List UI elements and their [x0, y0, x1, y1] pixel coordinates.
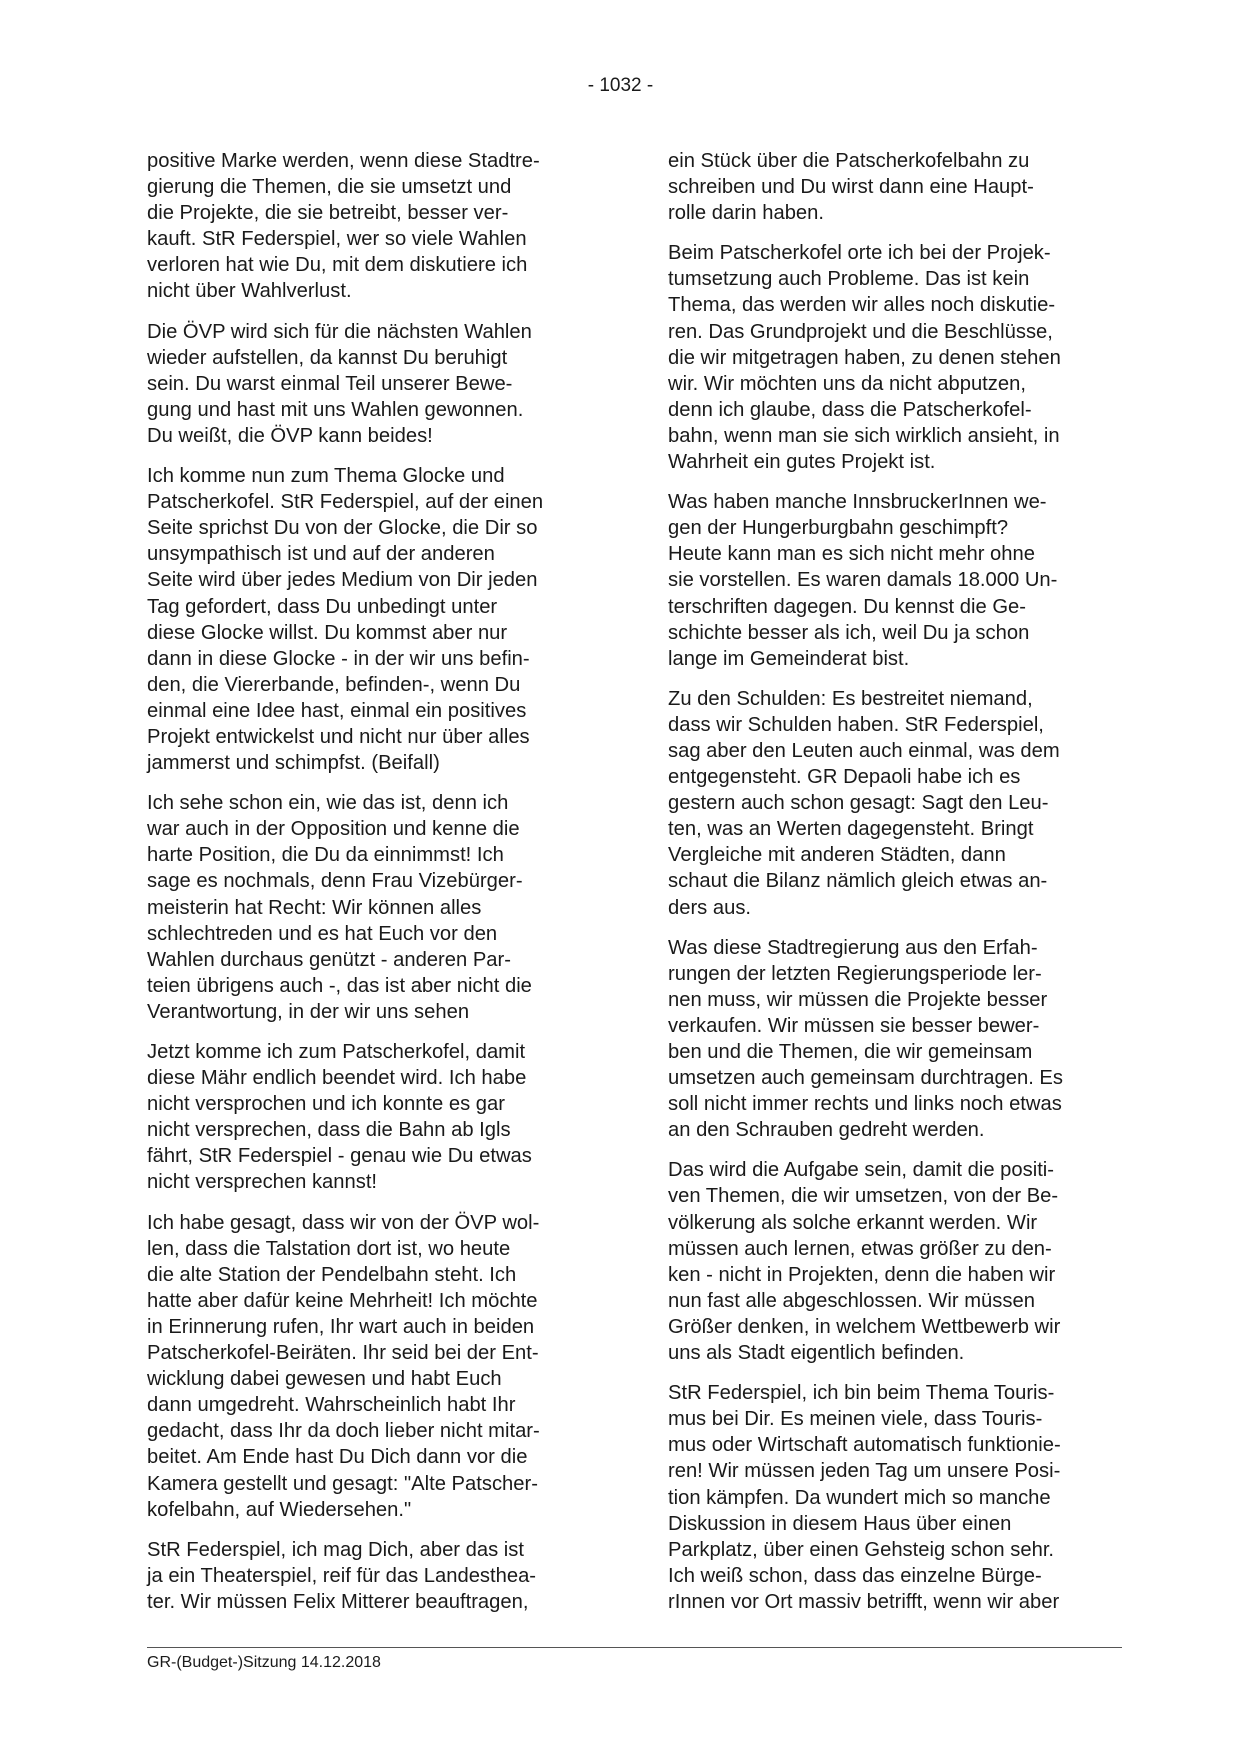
right-column	[668, 148, 1123, 1629]
paragraph: StR Federspiel, ich mag Dich, aber das ist ja ein Theaterspiel, reif für das Landesthea- ter. Wir müssen Felix Mitterer beauftragen,	[147, 1538, 537, 1613]
footer-divider	[147, 1647, 1122, 1648]
left-column	[147, 148, 602, 1629]
paragraph: StR Federspiel, ich bin beim Thema Touris- mus bei Dir. Es meinen viele, dass Touris- mus oder Wirtschaft automatisch funktionie- ren! Wir müssen jeden Tag um unsere Posi- tion kämpfen. Da wundert mich so manche Diskussion in diesem Haus über einen Parkplatz, über einen Gehsteig schon sehr. Ich weiß schon, dass das einzelne Bürge- rInnen vor Ort massiv betrifft, wenn wir aber	[668, 1382, 1061, 1613]
paragraph: positive Marke werden, wenn diese Stadtre- gierung die Themen, die sie umsetzt und die Projekte, die sie betreibt, besser ver- kauft. StR Federspiel, wer so viele Wahlen verloren hat wie Du, mit dem diskutiere ich nicht über Wahlverlust.	[147, 150, 540, 303]
paragraph: Jetzt komme ich zum Patscherkofel, damit diese Mähr endlich beendet wird. Ich habe nicht versprochen und ich konnte es gar nicht versprechen, dass die Bahn ab Igls fährt, StR Federspiel - genau wie Du etwas nicht versprechen kannst!	[147, 1041, 532, 1194]
paragraph: Ich habe gesagt, dass wir von der ÖVP wol- len, dass die Talstation dort ist, wo heute die alte Station der Pendelbahn steht. Ich hatte aber dafür keine Mehrheit! Ich möchte in Erinnerung rufen, Ihr wart auch in beiden Patscherkofel-Beiräten. Ihr seid bei der Ent- wicklung dabei gewesen und habt Euch dann umgedreht. Wahrscheinlich habt Ihr gedacht, dass Ihr da doch lieber nicht mitar- beitet. Am Ende hast Du Dich dann vor die Kamera gestellt und gesagt: "Alte Patscher- kofelbahn, auf Wiedersehen."	[147, 1211, 540, 1521]
page-number: - 1032 -	[587, 75, 654, 96]
paragraph: Ich komme nun zum Thema Glocke und Patscherkofel. StR Federspiel, auf der einen Seite sprichst Du von der Glocke, die Dir so unsympathisch ist und auf der anderen Seite wird über jedes Medium von Dir jeden Tag gefordert, dass Du unbedingt unter diese Glocke willst. Du kommst aber nur dann in diese Glocke - in der wir uns befin- den, die Viererbande, befinden-, wenn Du einmal eine Idee hast, einmal ein positives Projekt entwickelst und nicht nur über alles jammerst und schimpfst. (Beifall)	[147, 465, 544, 775]
paragraph: Die ÖVP wird sich für die nächsten Wahlen wieder aufstellen, da kannst Du beruhigt sein. Du warst einmal Teil unserer Bewe- gung und hast mit uns Wahlen gewonnen. Du weißt, die ÖVP kann beides!	[147, 320, 532, 447]
footer-session-label: GR-(Budget-)Sitzung 14.12.2018	[147, 1654, 381, 1671]
paragraph: Was haben manche InnsbruckerInnen we- gen der Hungerburgbahn geschimpft? Heute kann man es sich nicht mehr ohne sie vorstellen. Es waren damals 18.000 Un- terschriften dagegen. Du kennst die Ge- schichte besser als ich, weil Du ja schon lange im Gemeinderat bist.	[668, 491, 1058, 670]
paragraph: Das wird die Aufgabe sein, damit die positi- ven Themen, die wir umsetzen, von der Be- völkerung als solche erkannt werden. Wir müssen auch lernen, etwas größer zu den- ken - nicht in Projekten, denn die haben wir nun fast alle abgeschlossen. Wir müssen Größer denken, in welchem Wettbewerb wir uns als Stadt eigentlich befinden.	[668, 1159, 1061, 1365]
paragraph: Was diese Stadtregierung aus den Erfah- rungen der letzten Regierungsperiode ler- nen muss, wir müssen die Projekte besser verkaufen. Wir müssen sie besser bewer- ben und die Themen, die wir gemeinsam umsetzen auch gemeinsam durchtragen. Es soll nicht immer rechts und links noch etwas an den Schrauben gedreht werden.	[668, 936, 1063, 1142]
paragraph: Ich sehe schon ein, wie das ist, denn ich war auch in der Opposition und kenne die harte Position, die Du da einnimmst! Ich sage es nochmals, denn Frau Vizebürger- meisterin hat Recht: Wir können alles schlechtreden und es hat Euch vor den Wahlen durchaus genützt - anderen Par- teien übrigens auch -, das ist aber nicht die Verantwortung, in der wir uns sehen	[147, 792, 532, 1023]
paragraph: Beim Patscherkofel orte ich bei der Projek- tumsetzung auch Probleme. Das ist kein Thema, das werden wir alles noch diskutie- ren. Das Grundprojekt und die Beschlüsse, die wir mitgetragen haben, zu denen stehen wir. Wir möchten uns da nicht abputzen, denn ich glaube, dass die Patscherkofel- bahn, wenn man sie sich wirklich ansieht, in Wahrheit ein gutes Projekt ist.	[668, 242, 1061, 474]
paragraph: Zu den Schulden: Es bestreitet niemand, dass wir Schulden haben. StR Federspiel, sag aber den Leuten auch einmal, was dem entgegensteht. GR Depaoli habe ich es gestern auch schon gesagt: Sagt den Leu- ten, was an Werten dagegensteht. Bringt Vergleiche mit anderen Städten, dann schaut die Bilanz nämlich gleich etwas an- ders aus.	[668, 687, 1060, 919]
paragraph: ein Stück über die Patscherkofelbahn zu schreiben und Du wirst dann eine Haupt- rolle darin haben.	[668, 150, 1034, 225]
